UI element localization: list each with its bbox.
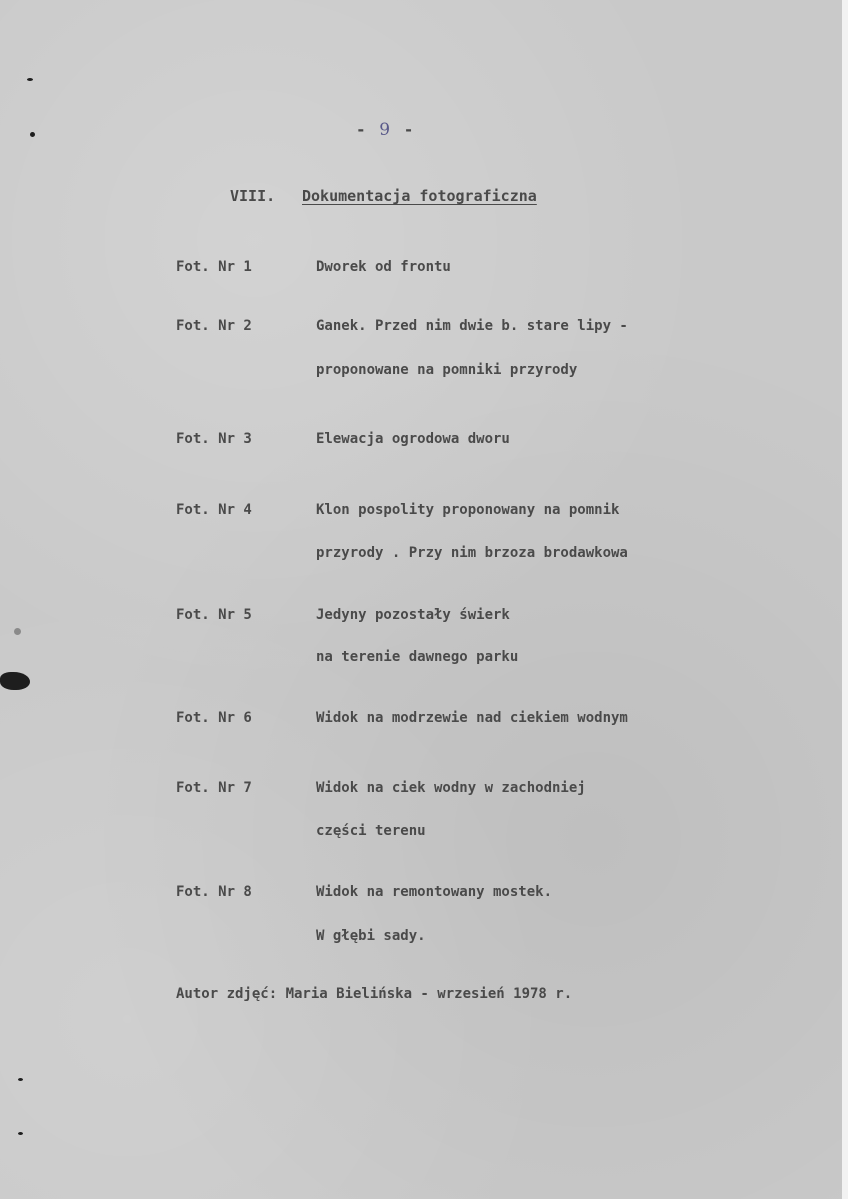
entry-caption: Widok na ciek wodny w zachodniej [316, 780, 586, 796]
margin-mark [27, 78, 33, 81]
entry-caption: na terenie dawnego parku [316, 649, 519, 665]
entry-label: Fot. Nr 6 [176, 710, 252, 726]
entry-label: Fot. Nr 4 [176, 502, 252, 518]
entry-caption: przyrody . Przy nim brzoza brodawkowa [316, 545, 628, 561]
entry-caption: Widok na remontowany mostek. [316, 884, 553, 900]
entry-label: Fot. Nr 8 [176, 884, 252, 900]
entry-caption: Klon pospolity proponowany na pomnik [316, 502, 620, 518]
page-number-value: 9 [379, 120, 393, 140]
entry-caption: Dworek od frontu [316, 259, 451, 275]
section-number: VIII. [230, 187, 276, 205]
entry-label: Fot. Nr 1 [176, 259, 252, 275]
entry-caption: Widok na modrzewie nad ciekiem wodnym [316, 710, 628, 726]
entry-caption: Elewacja ogrodowa dworu [316, 431, 510, 447]
entry-label: Fot. Nr 3 [176, 431, 252, 447]
entry-label: Fot. Nr 7 [176, 780, 252, 796]
entry-caption: proponowane na pomniki przyrody [316, 362, 578, 378]
entry-label: Fot. Nr 5 [176, 607, 252, 623]
section-title: Dokumentacja fotograficzna [302, 187, 537, 205]
entry-caption: W głębi sady. [316, 928, 426, 944]
entry-caption: Ganek. Przed nim dwie b. stare lipy - [316, 318, 628, 334]
ink-blot [0, 672, 30, 690]
entry-caption: Jedyny pozostały świerk [316, 607, 510, 623]
margin-mark [18, 1078, 23, 1081]
margin-mark [30, 132, 35, 137]
entry-label: Fot. Nr 2 [176, 318, 252, 334]
author-credit: Autor zdjęć: Maria Bielińska - wrzesień 1978 r. [176, 986, 573, 1002]
margin-mark [14, 628, 21, 635]
page-number-right-dash: - [403, 120, 416, 139]
page-edge [842, 0, 848, 1199]
page-number-left-dash: - [356, 120, 368, 139]
section-heading [230, 187, 537, 205]
page-number [356, 120, 415, 140]
entry-caption: części terenu [316, 823, 426, 839]
margin-mark [18, 1132, 23, 1135]
